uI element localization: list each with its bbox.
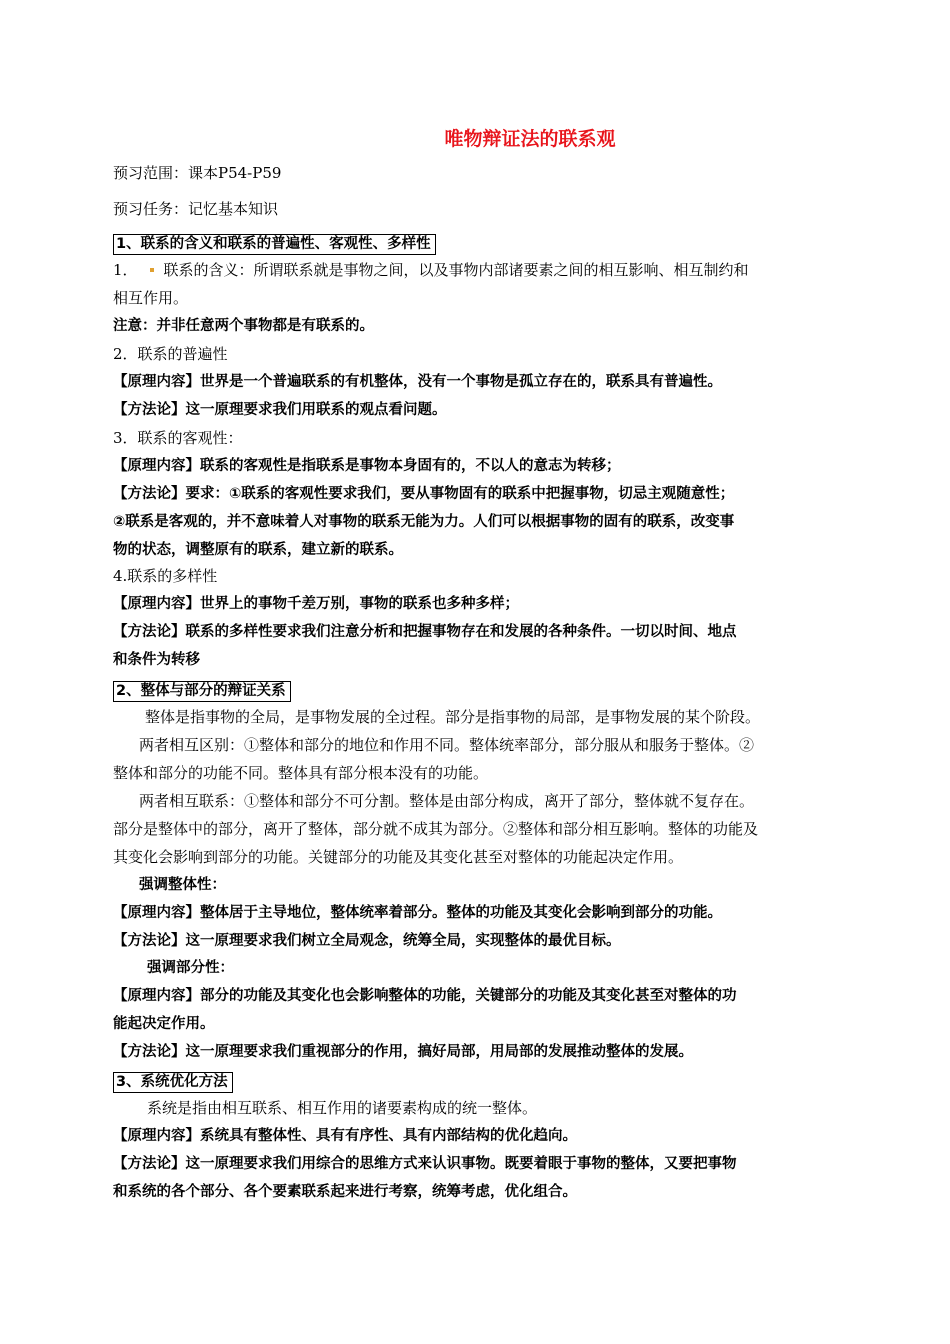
section2-p1: 整体是指事物的全局，是事物发展的全过程。部分是指事物的局部，是事物发展的某个阶段。 xyxy=(145,708,761,726)
item1-text: 联系的含义：所谓联系就是事物之间，以及事物内部诸要素之间的相互影响、相互制约和 xyxy=(163,261,749,279)
item3-method-line2: ②联系是客观的，并不意味着人对事物的联系无能为力。人们可以根据事物的固有的联系，改变事 xyxy=(113,514,735,530)
part-heading: 强调部分性： xyxy=(147,960,234,976)
section3-method-line2: 和系统的各个部分、各个要素联系起来进行考察，统筹考虑，优化组合。 xyxy=(113,1184,577,1200)
item4-method-line2: 和条件为转移 xyxy=(113,652,200,668)
section3-method-line1: 【方法论】这一原理要求我们用综合的思维方式来认识事物。既要着眼于事物的整体，又要把事物 xyxy=(113,1156,737,1172)
item4-heading: 4.联系的多样性 xyxy=(113,567,218,585)
item4-principle: 【原理内容】世界上的事物千差万别，事物的联系也多种多样； xyxy=(113,596,519,612)
section2-p2-line1: 两者相互区别：①整体和部分的地位和作用不同。整体统率部分，部分服从和服务于整体。② xyxy=(139,736,755,754)
bullet-mark-icon xyxy=(150,268,154,272)
item1-line1 xyxy=(113,257,843,285)
whole-heading: 强调整体性： xyxy=(139,877,226,893)
part-principle-line1: 【原理内容】部分的功能及其变化也会影响整体的功能，关键部分的功能及其变化甚至对整体的功 xyxy=(113,988,737,1004)
section3-principle: 【原理内容】系统具有整体性、具有有序性、具有内部结构的优化趋向。 xyxy=(113,1128,577,1144)
section1-heading-row xyxy=(113,230,843,258)
item3-method-line1: 【方法论】要求：①联系的客观性要求我们，要从事物固有的联系中把握事物，切忌主观随意性； xyxy=(113,486,735,502)
section2-heading-row xyxy=(113,677,843,705)
section3-heading: 3、系统优化方法 xyxy=(113,1072,233,1093)
part-principle-line2: 能起决定作用。 xyxy=(113,1016,215,1032)
whole-principle: 【原理内容】整体居于主导地位，整体统率着部分。整体的功能及其变化会影响到部分的功能。 xyxy=(113,905,722,921)
section2-p3-line3: 其变化会影响到部分的功能。关键部分的功能及其变化甚至对整体的功能起决定作用。 xyxy=(113,848,684,866)
section3-heading-row xyxy=(113,1068,843,1096)
page-title: 唯物辩证法的联系观 xyxy=(444,128,616,150)
part-method: 【方法论】这一原理要求我们重视部分的作用，搞好局部，用局部的发展推动整体的发展。 xyxy=(113,1044,693,1060)
item2-principle: 【原理内容】世界是一个普遍联系的有机整体，没有一个事物是孤立存在的，联系具有普遍性。 xyxy=(113,374,722,390)
note: 注意：并非任意两个事物都是有联系的。 xyxy=(113,318,374,334)
section2-p3-line2: 部分是整体中的部分，离开了整体，部分就不成其为部分。②整体和部分相互影响。整体的功能及 xyxy=(113,820,759,838)
item1-number: 1． xyxy=(113,261,138,279)
section2-p3-line1: 两者相互联系：①整体和部分不可分割。整体是由部分构成，离开了部分，整体就不复存在。 xyxy=(139,792,755,810)
section3-p1: 系统是指由相互联系、相互作用的诸要素构成的统一整体。 xyxy=(147,1099,538,1117)
item3-heading: 3．联系的客观性： xyxy=(113,429,243,447)
item2-method: 【方法论】这一原理要求我们用联系的观点看问题。 xyxy=(113,402,447,418)
section2-heading: 2、整体与部分的辩证关系 xyxy=(113,681,291,702)
item3-principle: 【原理内容】联系的客观性是指联系是事物本身固有的，不以人的意志为转移； xyxy=(113,458,621,474)
section1-heading: 1、联系的含义和联系的普遍性、客观性、多样性 xyxy=(113,234,436,255)
item2-heading: 2．联系的普遍性 xyxy=(113,345,228,363)
section2-p2-line2: 整体和部分的功能不同。整体具有部分根本没有的功能。 xyxy=(113,764,489,782)
preview-task: 预习任务：记忆基本知识 xyxy=(113,200,279,218)
whole-method: 【方法论】这一原理要求我们树立全局观念，统筹全局，实现整体的最优目标。 xyxy=(113,933,621,949)
item1-line2: 相互作用。 xyxy=(113,289,189,307)
preview-scope: 预习范围：课本P54-P59 xyxy=(113,164,282,182)
item4-method-line1: 【方法论】联系的多样性要求我们注意分析和把握事物存在和发展的各种条件。一切以时间、地点 xyxy=(113,624,737,640)
item3-method-line3: 物的状态，调整原有的联系，建立新的联系。 xyxy=(113,542,403,558)
